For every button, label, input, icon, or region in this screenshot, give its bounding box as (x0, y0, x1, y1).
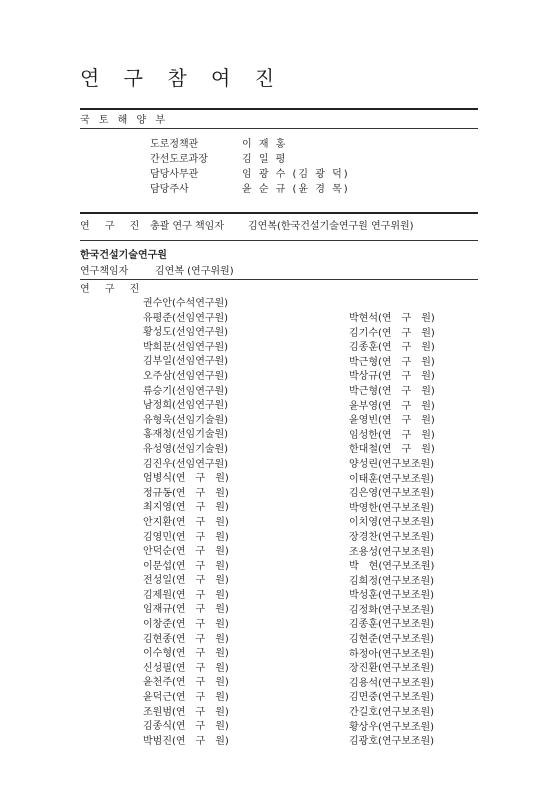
team-label: 연 구 진 (80, 284, 146, 295)
team-member: 박범진(연 구 원) (143, 735, 229, 747)
team-member: 김종훈(연 구 원) (349, 342, 435, 354)
chief-researcher-label: 연구책임자 (80, 266, 129, 277)
team-member: 김정화(연구보조원) (349, 604, 435, 616)
team-member: 윤천주(연 구 원) (143, 677, 229, 689)
institute-name: 한국건설기술연구원 (80, 250, 167, 261)
team-member: 권수안(수석연구원) (143, 298, 229, 309)
official-role: 담당주사 (150, 184, 189, 195)
official-role: 도로정책관 (150, 139, 199, 150)
team-member: 신성필(연 구 원) (143, 662, 229, 674)
ministry-name: 국 토 해 양 부 (80, 115, 169, 126)
team-member: 조용성(연구보조원) (349, 546, 435, 558)
team-member: 황상우(연구보조원) (349, 721, 435, 733)
team-member: 김면중(연구보조원) (349, 692, 435, 704)
team-member: 임재규(연 구 원) (143, 604, 229, 616)
team-member: 황성도(선임연구원) (143, 327, 229, 339)
team-member: 이치영(연구보조원) (349, 517, 435, 529)
team-member: 안지환(연 구 원) (143, 516, 229, 528)
team-member: 윤부영(연 구 원) (349, 400, 435, 412)
team-member: 박영한(연구보조원) (349, 502, 435, 514)
team-member: 박성훈(연구보조원) (349, 590, 435, 602)
team-member: 박희문(선임연구원) (143, 341, 229, 353)
lead-researcher-name: 김연복(한국건설기술연구원 연구위원) (248, 221, 414, 232)
team-member: 박근형(연 구 원) (349, 356, 435, 368)
team-member: 김종식(연 구 원) (143, 721, 229, 733)
team-member: 하정아(연구보조원) (349, 648, 435, 660)
team-member: 김기수(연 구 원) (349, 327, 435, 339)
team-member: 임성한(연 구 원) (349, 429, 435, 441)
chief-researcher-name: 김연복 (연구위원) (155, 266, 234, 277)
team-member: 이태훈(연구보조원) (349, 473, 435, 485)
team-member: 유평준(선임연구원) (143, 312, 229, 324)
team-member: 박 현(연구보조원) (349, 561, 435, 573)
official-name: 김 일 평 (242, 154, 288, 165)
team-member: 박현석(연 구 원) (349, 313, 435, 324)
team-member: 정규동(연 구 원) (143, 487, 229, 499)
divider (80, 212, 478, 214)
team-member: 간길호(연구보조원) (349, 707, 435, 719)
team-member: 김현종(연 구 원) (143, 633, 229, 645)
team-list-right (349, 312, 435, 750)
team-member: 박상규(연 구 원) (349, 371, 435, 383)
divider (80, 279, 478, 280)
team-member: 이수형(연 구 원) (143, 648, 229, 660)
team-member: 류승기(선임연구원) (143, 385, 229, 397)
divider (80, 108, 478, 110)
team-member: 윤덕근(연 구 원) (143, 692, 229, 704)
team-member: 이창준(연 구 원) (143, 619, 229, 631)
team-member: 김은영(연구보조원) (349, 488, 435, 500)
research-team-label: 연 구 진 (80, 221, 146, 232)
team-member: 김제원(연 구 원) (143, 589, 229, 601)
lead-researcher-role: 총괄 연구 책임자 (150, 221, 224, 232)
team-member: 장경찬(연구보조원) (349, 531, 435, 543)
official-name: 이 재 홍 (242, 139, 288, 150)
official-name: 임 광 수 (김 광 덕) (242, 169, 350, 180)
team-list-left (143, 297, 229, 749)
team-member: 윤영빈(연 구 원) (349, 415, 435, 427)
team-member: 남정희(선임연구원) (143, 400, 229, 412)
team-member: 김용석(연구보조원) (349, 677, 435, 689)
team-member: 김종훈(연구보조원) (349, 619, 435, 631)
team-member: 홍재청(선임기술원) (143, 429, 229, 441)
team-member: 김진우(선임연구원) (143, 458, 229, 470)
team-member: 장진환(연구보조원) (349, 663, 435, 675)
team-member: 김현준(연구보조원) (349, 634, 435, 646)
team-member: 한대철(연 구 원) (349, 444, 435, 456)
team-member: 이문섭(연 구 원) (143, 560, 229, 572)
official-role: 담당사무관 (150, 169, 199, 180)
official-name: 윤 순 규 (윤 경 목) (242, 184, 350, 195)
team-member: 김영민(연 구 원) (143, 531, 229, 543)
team-member: 김희정(연구보조원) (349, 575, 435, 587)
team-member: 전성일(연 구 원) (143, 575, 229, 587)
team-member: 유성영(선임기술원) (143, 443, 229, 455)
official-role: 간선도로과장 (150, 154, 208, 165)
team-member: 유형욱(선임기술원) (143, 414, 229, 426)
team-member: 오주삼(선임연구원) (143, 370, 229, 382)
page-title: 연 구 참 여 진 (80, 66, 284, 90)
divider (80, 240, 478, 241)
team-member: 안덕순(연 구 원) (143, 546, 229, 558)
team-member: 김부일(선임연구원) (143, 356, 229, 368)
team-member: 김광호(연구보조원) (349, 736, 435, 748)
team-member: 엄병식(연 구 원) (143, 473, 229, 485)
team-member: 양성린(연구보조원) (349, 458, 435, 470)
team-member: 박근형(연 구 원) (349, 385, 435, 397)
team-member: 조원범(연 구 원) (143, 706, 229, 718)
team-member: 최지영(연 구 원) (143, 502, 229, 514)
divider (80, 128, 478, 129)
